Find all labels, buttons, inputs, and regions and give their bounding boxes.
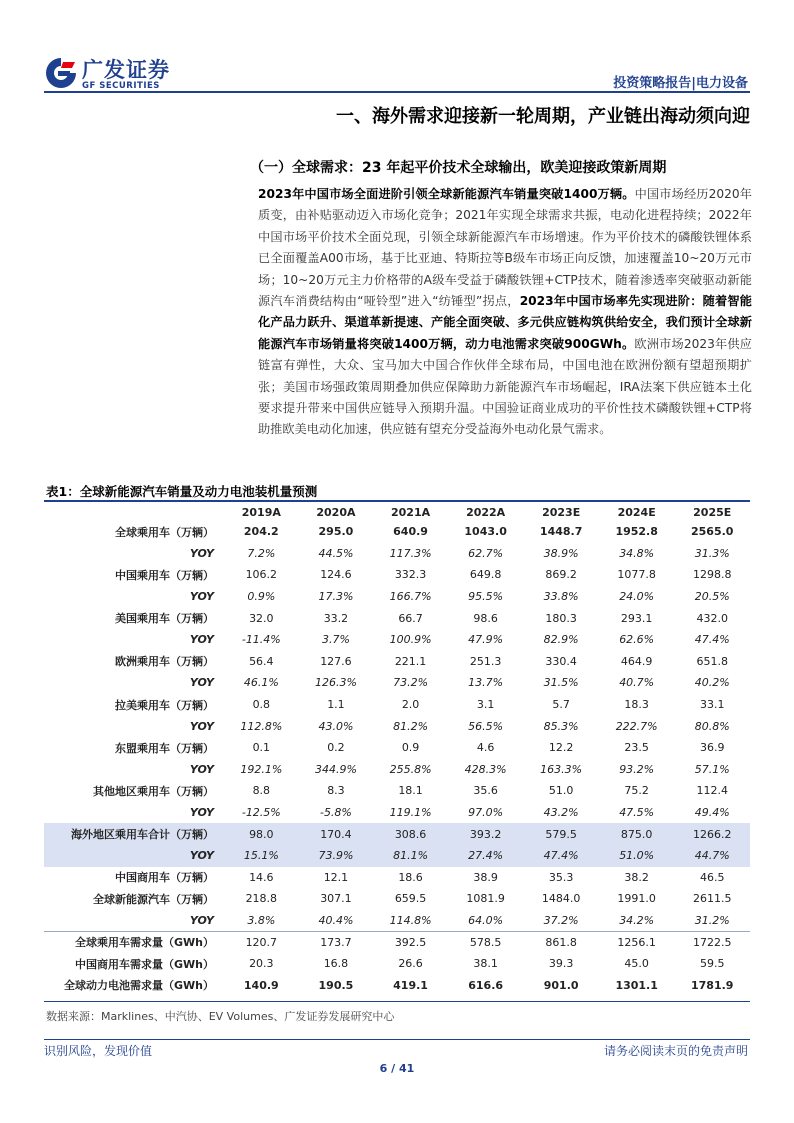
table-row [44,607,750,629]
table-title: 表1：全球新能源汽车销量及动力电池装机量预测 [46,484,318,499]
footer-disclaimer: 请务必阅读末页的免责声明 [603,1044,748,1058]
row-label: 中国乘用车（万辆） [115,568,214,582]
table-cell: 47.9% [468,633,504,647]
table-cell: 46.5 [699,870,725,884]
table-cell: 419.1 [393,978,428,992]
table-bottom-rule [44,1001,750,1002]
table-cell: 1077.8 [617,568,656,582]
table-cell: 44.5% [318,546,354,560]
column-header: 2020A [316,505,356,519]
table-cell: 47.4% [523,845,599,867]
table-cell: 163.3% [540,762,583,776]
table-cell: 3.7% [321,633,350,647]
table-row [44,845,750,867]
table-cell: -12.5% [241,806,281,820]
row-label: 中国商用车需求量（GWh） [75,957,214,971]
table-row [44,629,750,651]
table-cell: 1722.5 [674,931,750,953]
table-cell: 81.2% [393,719,429,733]
table-cell: 33.1 [699,698,725,712]
table-cell: 875.0 [599,823,675,845]
table-row [44,694,750,716]
table-cell: 190.5 [318,978,354,992]
table-cell: 80.8% [694,719,730,733]
table-cell: 24.0% [619,590,655,604]
table-cell: 0.1 [252,741,271,755]
table-cell: 3.1 [476,698,495,712]
table-cell: 35.6 [473,784,498,798]
table-row [44,802,750,824]
table-cell: 27.4% [448,845,524,867]
table-header-row [44,503,750,521]
table-cell: 18.6 [398,870,423,884]
table-cell: 59.5 [699,957,725,971]
table-cell: 192.1% [240,762,283,776]
table-cell: 98.6 [473,611,498,625]
para-text-2: 欧洲市场2023年供应链富有弹性，大众、宝马加大中国合作伙伴全球布局，中国电池在欧洲份额有望超预期扩张；美国市场强政策周期叠加供应保障助力新能源汽车市场崛起，IRA法案下供应链本土化要求提升带来中国供应链导入预期升温。中国验证商业成功的平价性技术磷酸铁锂+CTP将助推欧美电动化加速，供应链有望充分受益海外电动化景气需求。 [258,336,752,437]
table-cell: 117.3% [389,546,432,560]
table-cell: 38.2 [624,870,649,884]
table-cell: 93.2% [619,762,655,776]
table-cell: 1256.1 [599,931,675,953]
subsection-title: （一）全球需求：23 年起平价技术全球输出，欧美迎接政策新周期 [250,160,667,176]
table-cell: 38.9% [543,546,579,560]
table-cell: 1043.0 [464,525,507,539]
report-type-label: 投资策略报告|电力设备 [613,76,748,91]
table-cell: -5.8% [319,806,352,820]
table-cell: 66.7 [398,611,423,625]
table-cell: 0.2 [327,741,345,755]
table-cell: 616.6 [468,978,504,992]
table-cell: 579.5 [523,823,599,845]
table-row [44,715,750,737]
table-cell: 46.1% [243,676,279,690]
row-label: 全球乘用车需求量（GWh） [44,931,224,953]
table-cell: 31.5% [543,676,579,690]
table-row [44,651,750,673]
table-cell: 1.1 [327,698,345,712]
table-cell: 34.2% [619,913,655,927]
row-label: 其他地区乘用车（万辆） [93,784,214,798]
table-cell: 51.0 [548,784,574,798]
table-cell: 307.1 [320,892,352,906]
table-cell: 432.0 [696,611,728,625]
table-cell: 43.0% [318,719,354,733]
table-cell: 869.2 [545,568,577,582]
column-header: 2022A [466,505,506,519]
table-cell: 392.5 [373,931,448,953]
table-row [44,543,750,565]
row-label: YOY [189,913,214,927]
row-label: YOY [44,845,224,867]
table-cell: 62.7% [468,546,504,560]
table-cell: 293.1 [620,611,653,625]
table-cell: 651.8 [696,654,728,668]
column-header: 2021A [390,505,431,519]
table-cell: 51.0% [599,845,675,867]
table-cell: 332.3 [394,568,427,582]
table-cell: 3.8% [247,913,276,927]
table-cell: 218.8 [245,892,278,906]
row-label: 欧洲乘用车（万辆） [115,655,214,669]
para-bold-2: 2023年中国市场率先实现进阶：随着智能化产品力跃升、渠道革新提速、产能全面突破、多元供应链构筑供给安全，我们预计全球新能源汽车市场销量将突破1400万辆，动力电池需求突破900GWh。 [258,294,752,351]
table-cell: 1484.0 [541,892,581,906]
table-cell: 37.2% [543,913,579,927]
table-cell: 140.9 [243,978,279,992]
table-cell: 5.7 [552,698,570,712]
table-cell: 12.2 [548,741,574,755]
table-cell: 15.1% [224,845,299,867]
row-label: 中国商用车（万辆） [115,871,214,885]
table-cell: 62.6% [619,633,655,647]
table-cell: 38.1 [473,957,498,971]
table-row [44,823,750,845]
table-cell: 173.7 [299,931,374,953]
table-cell: 47.4% [694,633,730,647]
table-cell: 112.4 [696,784,728,798]
row-label: 拉美乘用车（万辆） [115,698,214,712]
table-cell: 38.9 [473,870,498,884]
table-cell: 17.3% [318,590,354,604]
table-row [44,521,750,543]
table-cell: 12.1 [323,870,349,884]
column-header [44,503,224,521]
table-cell: 73.2% [393,676,429,690]
table-row [44,672,750,694]
table-cell: 861.8 [523,931,599,953]
table-cell: 14.6 [249,870,274,884]
table-cell: 112.8% [240,719,283,733]
table-cell: 344.9% [314,762,357,776]
table-cell: 56.5% [468,719,504,733]
row-label: 东盟乘用车（万辆） [115,741,214,755]
table-cell: 295.0 [318,525,354,539]
table-cell: 43.2% [543,806,579,820]
table-cell: 251.3 [469,654,502,668]
table-cell: 95.5% [468,590,504,604]
table-cell: 126.3% [314,676,357,690]
table-row [44,953,750,975]
row-label: YOY [189,719,214,733]
table-cell: 0.8 [252,698,271,712]
table-cell: 56.4 [249,654,274,668]
table-cell: 2565.0 [690,525,734,539]
table-cell: 1781.9 [690,978,734,992]
table-cell: 0.9% [247,590,276,604]
table-row [44,931,750,953]
table-cell: 49.4% [694,806,730,820]
table-cell: 330.4 [545,654,577,668]
table-cell: 7.2% [247,546,276,560]
table-cell: 1991.0 [617,892,656,906]
table-cell: 20.5% [694,590,730,604]
table-cell: 32.0 [249,611,274,625]
table-cell: 659.5 [394,892,427,906]
table-cell: 1301.1 [615,978,658,992]
section-title: 一、海外需求迎接新一轮周期，产业链出海动须向迎 [336,106,750,127]
row-label: 全球新能源汽车（万辆） [93,892,214,906]
body-paragraph [258,184,752,441]
row-label: YOY [189,546,214,560]
table-cell: 35.3 [548,870,574,884]
table-cell: 57.1% [694,762,730,776]
table-row [44,974,750,996]
table-cell: 106.2 [245,568,278,582]
table-cell: 204.2 [243,525,279,539]
table-cell: 98.0 [224,823,299,845]
table-cell: 64.0% [468,913,504,927]
table-cell: 0.9 [401,741,420,755]
table-cell: 308.6 [373,823,448,845]
table-cell: 222.7% [615,719,658,733]
row-label: 美国乘用车（万辆） [115,612,214,626]
table-cell: 901.0 [543,978,579,992]
table-cell: 40.2% [694,676,730,690]
table-cell: 26.6 [398,957,423,971]
table-cell: 166.7% [389,590,432,604]
table-cell: 4.6 [476,741,495,755]
row-label: 全球动力电池需求量（GWh） [64,979,214,993]
table-cell: 127.6 [320,654,352,668]
data-source-note: 数据来源：Marklines、中汽协、EV Volumes、广发证券发展研究中心 [46,1010,395,1023]
table-cell: 1298.8 [692,568,732,582]
table-cell: 428.3% [464,762,507,776]
row-label: YOY [189,762,214,776]
table-cell: 119.1% [389,806,432,820]
table-cell: 13.7% [468,676,504,690]
table-row [44,564,750,586]
table-cell: 124.6 [320,568,352,582]
table-cell: 36.9 [699,741,725,755]
table-cell: 255.8% [389,762,432,776]
table-cell: 34.8% [619,546,655,560]
row-label: YOY [189,676,214,690]
para-lead-bold: 2023年中国市场全面进阶引领全球新能源汽车销量突破1400万辆。 [258,187,635,201]
forecast-table [44,503,750,996]
table-row [44,780,750,802]
row-label: 全球乘用车（万辆） [115,525,214,539]
footer-divider [44,1039,750,1040]
row-label: YOY [189,633,214,647]
table-cell: 221.1 [394,654,427,668]
column-header: 2024E [617,505,656,519]
table-cell: 1266.2 [674,823,750,845]
table-row [44,737,750,759]
table-cell: 8.3 [327,784,345,798]
table-cell: 649.8 [469,568,502,582]
table-cell: 85.3% [543,719,579,733]
row-label: YOY [189,590,214,604]
table-row [44,586,750,608]
column-header: 2019A [241,505,281,519]
para-text-1: 中国市场经历2020年质变，由补贴驱动迈入市场化竞争；2021年实现全球需求共振，电动化进程持续；2022年中国市场平价技术全面兑现，引领全球新能源汽车市场增速。作为平价技术的磷酸铁锂体系已全面覆盖A00市场，基于比亚迪、特斯拉等B级车市场正向反馈，加速覆盖10~20万元市场；10~20万元主力价格带的A级车受益于磷酸铁锂+CTP技术，随着渗透率突破驱动新能源汽车消费结构由“哑铃型”进入“纺锤型”拐点， [258,187,752,309]
row-label: 海外地区乘用车合计（万辆） [44,823,224,845]
page-number: 6 / 41 [379,1062,415,1075]
table-cell: 2.0 [401,698,420,712]
table-cell: 40.7% [619,676,655,690]
table-row [44,867,750,889]
row-label: YOY [189,806,214,820]
table-row [44,759,750,781]
table-row [44,910,750,932]
table-cell: 31.2% [694,913,730,927]
table-cell: 23.5 [624,741,649,755]
column-header: 2025E [693,505,732,519]
table-cell: 73.9% [299,845,374,867]
table-top-rule [44,500,750,502]
column-header: 2023E [542,505,581,519]
table-cell: 393.2 [448,823,524,845]
table-cell: 31.3% [694,546,730,560]
table-cell: 40.4% [318,913,354,927]
gf-logo-icon [44,56,78,90]
gf-securities-logo [44,54,194,94]
table-cell: 39.3 [548,957,574,971]
table-cell: 120.7 [224,931,299,953]
logo-text-en: GF SECURITIES [82,81,160,91]
table-cell: 81.1% [373,845,448,867]
table-cell: 16.8 [323,957,349,971]
table-cell: 464.9 [620,654,653,668]
table-cell: 640.9 [393,525,428,539]
table-cell: 20.3 [249,957,274,971]
table-cell: 47.5% [619,806,655,820]
table-cell: 97.0% [468,806,504,820]
table-cell: -11.4% [241,633,281,647]
table-cell: 2611.5 [692,892,732,906]
table-cell: 578.5 [448,931,524,953]
table-cell: 100.9% [389,633,432,647]
table-row [44,888,750,910]
header-divider [44,91,750,93]
logo-text-cn: 广发证券 [82,58,170,82]
table-cell: 1952.8 [615,525,658,539]
table-cell: 8.8 [252,784,271,798]
table-cell: 33.8% [543,590,579,604]
table-cell: 170.4 [299,823,374,845]
table-cell: 75.2 [624,784,649,798]
table-cell: 33.2 [323,611,349,625]
footer-slogan: 识别风险，发现价值 [44,1044,153,1058]
table-cell: 114.8% [389,913,432,927]
table-cell: 180.3 [545,611,577,625]
table-cell: 44.7% [674,845,750,867]
table-cell: 18.1 [398,784,423,798]
table-cell: 18.3 [624,698,649,712]
table-cell: 1448.7 [539,525,583,539]
table-cell: 45.0 [624,957,649,971]
table-cell: 1081.9 [466,892,505,906]
table-cell: 82.9% [543,633,579,647]
